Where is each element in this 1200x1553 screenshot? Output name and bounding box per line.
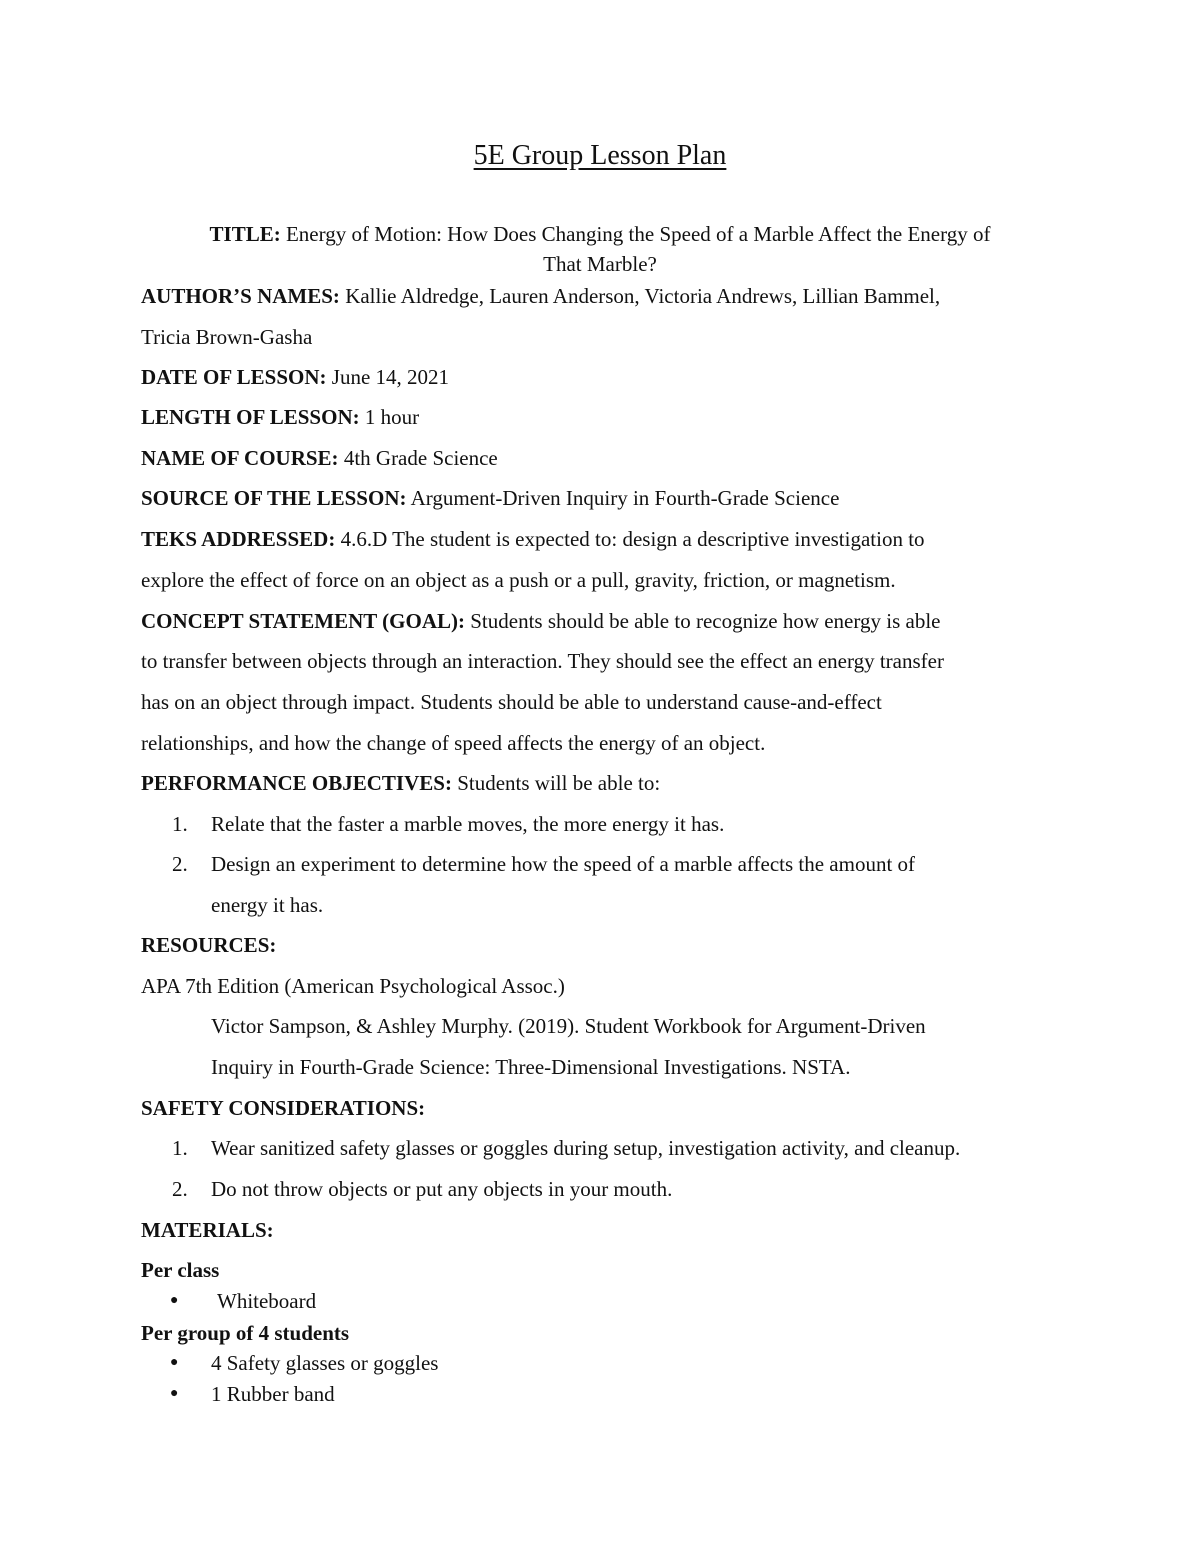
resources-citation-line1: Victor Sampson, & Ashley Murphy. (2019). Student Workbook for Argument-Driven: [211, 1014, 926, 1038]
authors-line: [141, 284, 940, 309]
lesson-title-block: [150, 219, 1050, 279]
safety-text: Wear sanitized safety glasses or goggles during setup, investigation activity, and cleanup.: [211, 1136, 961, 1160]
objective-number: 2.: [172, 852, 188, 876]
authors-label: AUTHOR’S NAMES:: [141, 284, 340, 308]
materials-label: MATERIALS:: [141, 1218, 274, 1242]
objective-text: Design an experiment to determine how the speed of a marble affects the amount of: [211, 852, 916, 876]
title-text-line1: Energy of Motion: How Does Changing the Speed of a Marble Affect the Energy of: [280, 222, 991, 246]
safety-number: 1.: [172, 1136, 188, 1160]
teks-line: [141, 527, 925, 552]
length-value: 1 hour: [359, 405, 420, 429]
source-value: Argument-Driven Inquiry in Fourth-Grade Science: [406, 486, 840, 510]
title-label: TITLE:: [209, 222, 281, 246]
objectives-label: PERFORMANCE OBJECTIVES:: [141, 771, 452, 795]
resources-citation-line2: Inquiry in Fourth-Grade Science: Three-Dimensional Investigations. NSTA.: [211, 1055, 851, 1079]
concept-text-line4: relationships, and how the change of speed affects the energy of an object.: [141, 731, 766, 755]
course-value: 4th Grade Science: [338, 446, 498, 470]
per-group-label: Per group of 4 students: [141, 1321, 350, 1345]
course-line: [141, 446, 498, 471]
date-value: June 14, 2021: [326, 365, 450, 389]
per-class-label: Per class: [141, 1258, 220, 1282]
bullet-icon: ●: [170, 1293, 179, 1308]
teks-text-line1: 4.6.D The student is expected to: design a descriptive investigation to: [335, 527, 925, 551]
document-title: 5E Group Lesson Plan: [473, 140, 727, 171]
teks-text-line2: explore the effect of force on an object as a push or a pull, gravity, friction, or magnetism.: [141, 568, 896, 592]
course-label: NAME OF COURSE:: [141, 446, 339, 470]
date-line: [141, 365, 449, 390]
source-label: SOURCE OF THE LESSON:: [141, 486, 407, 510]
concept-text-line1: Students should be able to recognize how energy is able: [464, 609, 941, 633]
teks-label: TEKS ADDRESSED:: [141, 527, 336, 551]
safety-number: 2.: [172, 1177, 188, 1201]
length-line: [141, 405, 419, 430]
material-item: 4 Safety glasses or goggles: [211, 1351, 439, 1375]
resources-label: RESOURCES:: [141, 933, 277, 957]
date-label: DATE OF LESSON:: [141, 365, 327, 389]
concept-text-line3: has on an object through impact. Students should be able to understand cause-and-effect: [141, 690, 882, 714]
objective-text: Relate that the faster a marble moves, the more energy it has.: [211, 812, 725, 836]
safety-label: SAFETY CONSIDERATIONS:: [141, 1096, 426, 1120]
material-item: Whiteboard: [217, 1289, 317, 1313]
material-item: 1 Rubber band: [211, 1382, 335, 1406]
source-line: [141, 486, 839, 511]
authors-names-line1: Kallie Aldredge, Lauren Anderson, Victoria Andrews, Lillian Bammel,: [339, 284, 941, 308]
resources-style-note: APA 7th Edition (American Psychological Assoc.): [141, 974, 565, 998]
safety-text: Do not throw objects or put any objects in your mouth.: [211, 1177, 673, 1201]
concept-line: [141, 609, 940, 634]
concept-text-line2: to transfer between objects through an interaction. They should see the effect an energy transfer: [141, 649, 944, 673]
concept-label: CONCEPT STATEMENT (GOAL):: [141, 609, 465, 633]
objectives-line: [141, 771, 660, 796]
length-label: LENGTH OF LESSON:: [141, 405, 360, 429]
bullet-icon: ●: [170, 1386, 179, 1401]
title-text-line2: That Marble?: [543, 252, 657, 276]
bullet-icon: ●: [170, 1355, 179, 1370]
authors-names-line2: Tricia Brown-Gasha: [141, 325, 313, 349]
objective-text-continued: energy it has.: [211, 893, 324, 917]
objectives-intro: Students will be able to:: [451, 771, 661, 795]
objective-number: 1.: [172, 812, 188, 836]
